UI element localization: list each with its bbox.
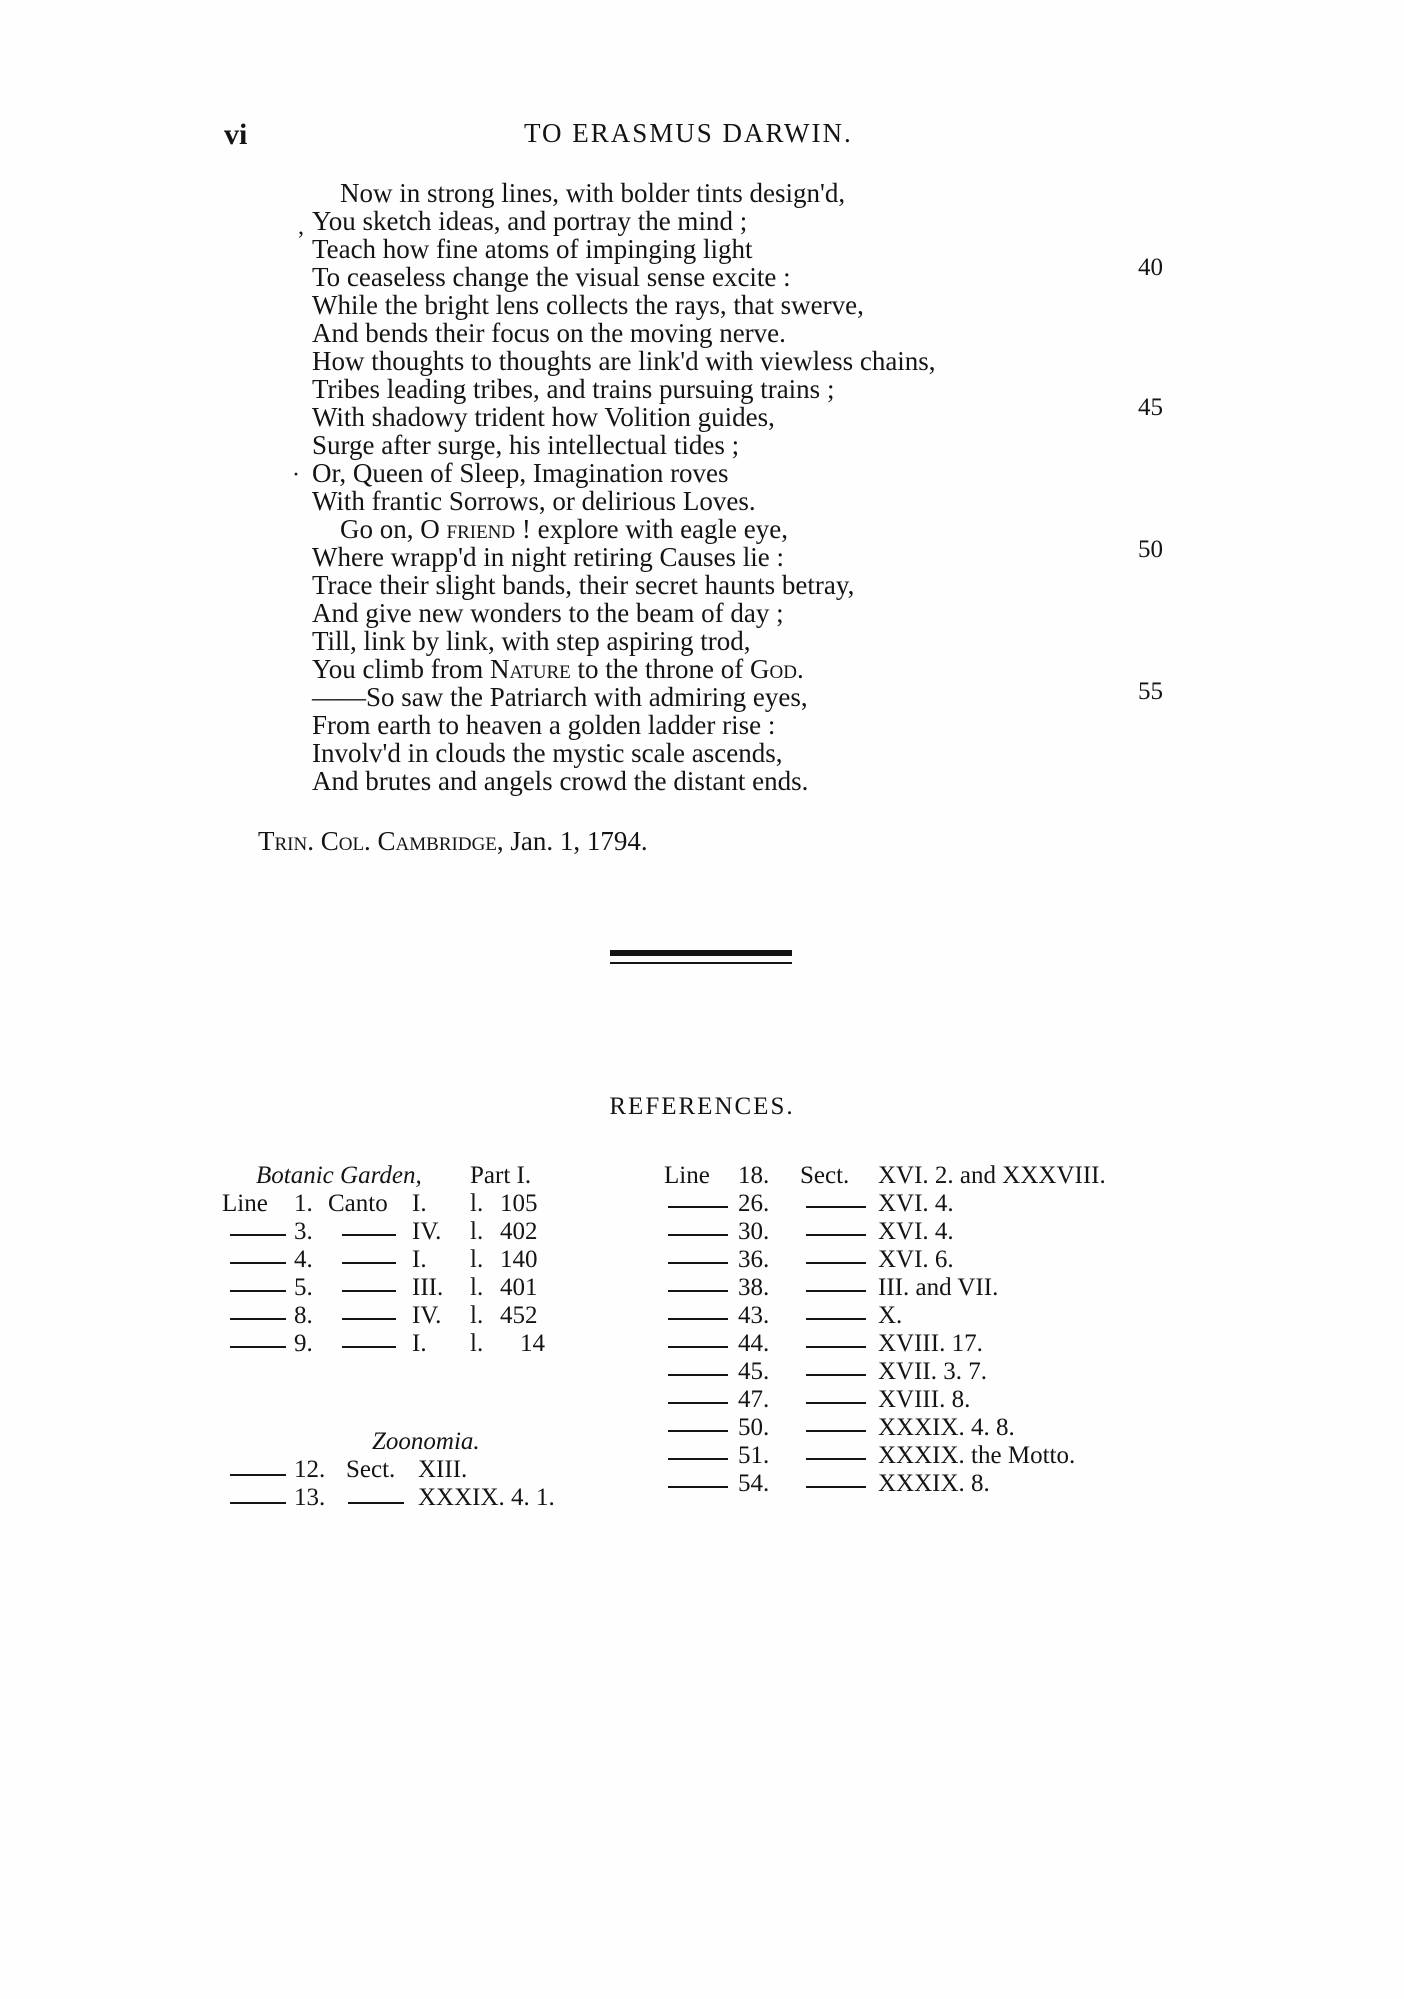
sect-ref: XVIII. 8.: [878, 1386, 971, 1413]
poem-line: Tribes leading tribes, and trains pursuing trains ;: [312, 374, 835, 404]
poem-line: To ceaseless change the visual sense excite :: [312, 262, 791, 292]
ditto-dash: [668, 1318, 728, 1320]
ditto-dash: [668, 1290, 728, 1292]
zoonomia-title: Zoonomia.: [372, 1428, 480, 1455]
ditto-dash: [230, 1262, 286, 1264]
page-header: [0, 118, 1404, 158]
verse-ref: 105: [500, 1190, 538, 1217]
line-ref: 36.: [738, 1246, 770, 1273]
ditto-dash: [230, 1318, 286, 1320]
line-number: 50: [1138, 536, 1163, 563]
ditto-dash: [668, 1234, 728, 1236]
ditto-dash: [668, 1262, 728, 1264]
ditto-dash: [668, 1206, 728, 1208]
sect-ref: XVIII. 17.: [878, 1330, 983, 1357]
poem-line: Till, link by link, with step aspiring trod,: [312, 626, 751, 656]
ditto-dash: [806, 1318, 866, 1320]
ditto-dash: [342, 1234, 396, 1236]
sect-label: Sect.: [800, 1162, 850, 1189]
line-ref: 47.: [738, 1386, 770, 1413]
sect-ref: XVI. 6.: [878, 1246, 954, 1273]
god-smallcaps: God: [749, 654, 797, 684]
l-label: l.: [470, 1246, 484, 1273]
line-ref: 13.: [294, 1484, 326, 1511]
ditto-dash: [806, 1458, 866, 1460]
canto-ref: III.: [412, 1274, 444, 1301]
ditto-dash: [348, 1502, 404, 1504]
verse-ref: 401: [500, 1274, 538, 1301]
line-ref: 9.: [294, 1330, 313, 1357]
verse-ref: 14: [520, 1330, 545, 1357]
sect-ref: III. and VII.: [878, 1274, 999, 1301]
l-label: l.: [470, 1330, 484, 1357]
running-title: TO ERASMUS DARWIN.: [524, 118, 853, 148]
college-name: Trin. Col. Cambridge: [258, 826, 497, 856]
poem-line: And give new wonders to the beam of day ;: [312, 598, 784, 628]
poem-line: Teach how fine atoms of impinging light: [312, 234, 753, 264]
poem-line: Now in strong lines, with bolder tints design'd,: [340, 178, 846, 208]
ditto-dash: [806, 1402, 866, 1404]
ditto-dash: [342, 1290, 396, 1292]
poem-line: You sketch ideas, and portray the mind ;: [312, 206, 748, 236]
sect-ref: XVII. 3. 7.: [878, 1358, 988, 1385]
ditto-dash: [230, 1474, 286, 1476]
sect-ref: X.: [878, 1302, 903, 1329]
line-ref: 5.: [294, 1274, 313, 1301]
ditto-dash: [342, 1318, 396, 1320]
verse-ref: 402: [500, 1218, 538, 1245]
dateline: [258, 826, 648, 857]
botanic-garden-title: Botanic Garden,: [256, 1162, 422, 1189]
ditto-dash: [342, 1262, 396, 1264]
poem-line: Trace their slight bands, their secret haunts betray,: [312, 570, 855, 600]
poem-line: Go on, O friend ! explore with eagle eye,: [340, 514, 788, 544]
friend-smallcaps: friend: [446, 514, 516, 544]
ditto-dash: [668, 1374, 728, 1376]
ditto-dash: [806, 1262, 866, 1264]
line-ref: 30.: [738, 1218, 770, 1245]
line-ref: 54.: [738, 1470, 770, 1497]
ditto-dash: [668, 1486, 728, 1488]
references-heading: REFERENCES.: [609, 1093, 795, 1120]
ditto-dash: [668, 1346, 728, 1348]
poem-line: And brutes and angels crowd the distant ends.: [312, 766, 809, 796]
ditto-dash: [668, 1458, 728, 1460]
sect-ref: XXXIX. the Motto.: [878, 1442, 1076, 1469]
poem-line: With shadowy trident how Volition guides,: [312, 402, 775, 432]
line-ref: 50.: [738, 1414, 770, 1441]
line-ref: 12.: [294, 1456, 326, 1483]
ditto-dash: [230, 1346, 286, 1348]
line-ref: 18.: [738, 1162, 770, 1189]
line-ref: 44.: [738, 1330, 770, 1357]
page-number: vi: [224, 118, 248, 151]
sect-ref: XXXIX. 4. 8.: [878, 1414, 1015, 1441]
sect-ref: XXXIX. 8.: [878, 1470, 990, 1497]
canto-ref: I.: [412, 1190, 427, 1217]
date: , Jan. 1, 1794.: [496, 826, 648, 856]
ditto-dash: [806, 1430, 866, 1432]
ditto-dash: [806, 1374, 866, 1376]
line-number: 45: [1138, 394, 1163, 421]
poem-line: Involv'd in clouds the mystic scale ascends,: [312, 738, 783, 768]
poem-line: Or, Queen of Sleep, Imagination roves: [312, 458, 729, 488]
canto-ref: I.: [412, 1330, 427, 1357]
poem-line: From earth to heaven a golden ladder rise :: [312, 710, 776, 740]
poem-line: Where wrapp'd in night retiring Causes lie :: [312, 542, 784, 572]
section-divider: [610, 950, 792, 964]
ditto-dash: [342, 1346, 396, 1348]
line-ref: 43.: [738, 1302, 770, 1329]
line-ref: 51.: [738, 1442, 770, 1469]
poem-line: Surge after surge, his intellectual tides ;: [312, 430, 740, 460]
sect-ref: XXXIX. 4. 1.: [418, 1484, 555, 1511]
line-label: Line: [222, 1190, 268, 1217]
poem-line: You climb from Nature to the throne of God.: [312, 654, 804, 684]
ditto-dash: [230, 1502, 286, 1504]
line-ref: 26.: [738, 1190, 770, 1217]
poem-line: With frantic Sorrows, or delirious Loves.: [312, 486, 756, 516]
sect-ref: XVI. 2. and XXXVIII.: [878, 1162, 1106, 1189]
line-number: 40: [1138, 254, 1163, 281]
sect-ref: XVI. 4.: [878, 1190, 954, 1217]
l-label: l.: [470, 1190, 484, 1217]
sect-ref: XVI. 4.: [878, 1218, 954, 1245]
ditto-dash: [230, 1290, 286, 1292]
ditto-dash: [806, 1346, 866, 1348]
l-label: l.: [470, 1218, 484, 1245]
l-label: l.: [470, 1274, 484, 1301]
ditto-dash: [806, 1206, 866, 1208]
line-label: Line: [664, 1162, 710, 1189]
nature-smallcaps: Nature: [490, 654, 571, 684]
line-ref: 45.: [738, 1358, 770, 1385]
poem-line: And bends their focus on the moving nerve.: [312, 318, 786, 348]
poem-line: How thoughts to thoughts are link'd with viewless chains,: [312, 346, 936, 376]
line-ref: 38.: [738, 1274, 770, 1301]
ditto-dash: [806, 1486, 866, 1488]
line-ref: 8.: [294, 1302, 313, 1329]
l-label: l.: [470, 1302, 484, 1329]
sect-label: Sect.: [346, 1456, 396, 1483]
poem-line: ——So saw the Patriarch with admiring eyes,: [312, 682, 808, 712]
line-number: 55: [1138, 678, 1163, 705]
canto-ref: IV.: [412, 1302, 442, 1329]
references-table: [0, 1162, 1404, 1542]
verse-ref: 140: [500, 1246, 538, 1273]
line-ref: 1.: [294, 1190, 313, 1217]
ditto-dash: [668, 1402, 728, 1404]
botanic-part: Part I.: [470, 1162, 532, 1189]
verse-ref: 452: [500, 1302, 538, 1329]
line-ref: 3.: [294, 1218, 313, 1245]
margin-comma-mark: ,: [298, 214, 304, 240]
canto-ref: I.: [412, 1246, 427, 1273]
sect-ref: XIII.: [418, 1456, 468, 1483]
canto-label: Canto: [328, 1190, 388, 1217]
ditto-dash: [806, 1290, 866, 1292]
ditto-dash: [668, 1430, 728, 1432]
ditto-dash: [806, 1234, 866, 1236]
poem-line: While the bright lens collects the rays, that swerve,: [312, 290, 864, 320]
canto-ref: IV.: [412, 1218, 442, 1245]
line-ref: 4.: [294, 1246, 313, 1273]
ditto-dash: [230, 1234, 286, 1236]
margin-dot-mark: ·: [292, 462, 300, 488]
